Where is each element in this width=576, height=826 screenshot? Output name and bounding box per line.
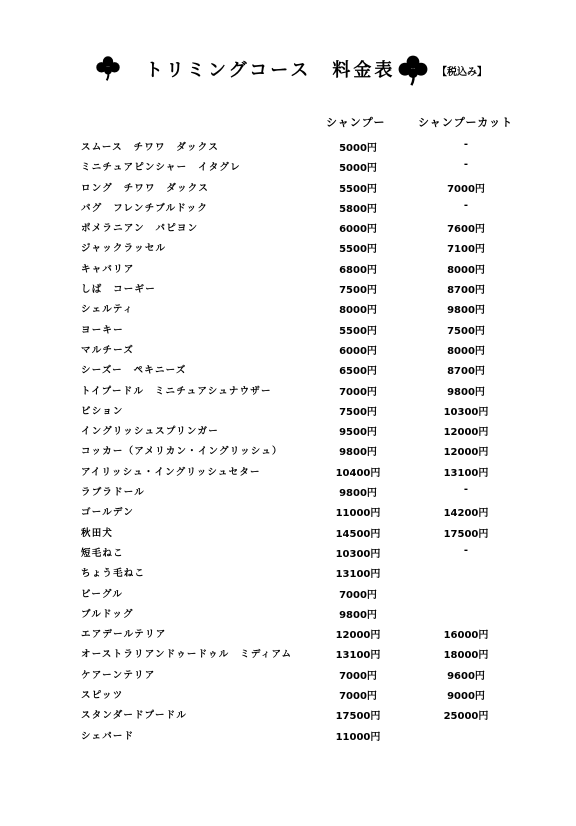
column-header-shampoo-cut: シャンプーカット — [418, 116, 514, 129]
breed-name: スタンダードプードル — [81, 710, 188, 722]
shampoo-cut-price: 7000円 — [447, 183, 485, 195]
shampoo-price: 6800円 — [339, 264, 377, 276]
table-row — [0, 726, 576, 746]
shampoo-price: 10400円 — [335, 467, 381, 479]
breed-name: シェルティ — [81, 304, 134, 316]
table-row — [0, 299, 576, 319]
table-row — [0, 137, 576, 157]
shampoo-price: 5800円 — [339, 203, 377, 215]
shampoo-price: 6500円 — [339, 366, 377, 378]
shampoo-price: 5500円 — [339, 183, 377, 195]
table-row — [0, 685, 576, 705]
breed-name: コッカー（アメリカン・イングリッシュ） — [81, 446, 283, 458]
breed-name: パグ フレンチブルドック — [81, 202, 209, 214]
table-row — [0, 665, 576, 685]
shampoo-price: 14500円 — [335, 528, 381, 540]
table-row — [0, 401, 576, 421]
price-table — [0, 137, 576, 746]
page-title: トリミングコース 料金表 — [145, 60, 396, 81]
shampoo-cut-price: 9600円 — [447, 670, 485, 682]
shampoo-cut-price: 14200円 — [443, 508, 489, 520]
shampoo-price: 7500円 — [339, 285, 377, 297]
shampoo-cut-price: - — [463, 159, 469, 171]
table-row — [0, 381, 576, 401]
column-header-shampoo: シャンプー — [326, 116, 386, 129]
tax-included-note: 【税込み】 — [437, 67, 487, 78]
shampoo-price: 11000円 — [335, 508, 381, 520]
shampoo-price: 12000円 — [335, 630, 381, 642]
table-row — [0, 523, 576, 543]
shampoo-price: 7000円 — [339, 691, 377, 703]
shampoo-cut-price: 25000円 — [443, 711, 489, 723]
breed-name: マルチーズ — [81, 344, 135, 356]
shampoo-cut-price: 13100円 — [443, 467, 489, 479]
shampoo-cut-price: 16000円 — [443, 630, 489, 642]
shampoo-cut-price: 9800円 — [447, 386, 485, 398]
shampoo-cut-price: 8700円 — [447, 366, 485, 378]
table-row — [0, 218, 576, 238]
shampoo-cut-price: 7500円 — [447, 325, 485, 337]
table-row — [0, 238, 576, 258]
shampoo-price: 7000円 — [339, 589, 377, 601]
breed-name: ミニチュアピンシャー イタグレ — [81, 162, 241, 174]
shampoo-price: 5500円 — [339, 325, 377, 337]
shampoo-price: 9800円 — [339, 488, 377, 500]
table-row — [0, 644, 576, 664]
shampoo-price: 9800円 — [339, 609, 377, 621]
shampoo-price: 13100円 — [335, 650, 381, 662]
table-row — [0, 624, 576, 644]
breed-name: シーズー ペキニーズ — [81, 365, 187, 377]
shampoo-price: 13100円 — [335, 569, 381, 581]
clover-icon — [95, 55, 121, 81]
shampoo-cut-price: 9800円 — [447, 305, 485, 317]
shampoo-cut-price: 8000円 — [447, 264, 485, 276]
table-row — [0, 340, 576, 360]
breed-name: ビーグル — [81, 588, 124, 600]
table-row — [0, 462, 576, 482]
table-row — [0, 178, 576, 198]
shampoo-price: 5000円 — [339, 163, 377, 175]
breed-name: ブルドッグ — [81, 608, 134, 620]
shampoo-price: 10300円 — [335, 548, 381, 560]
shampoo-cut-price: 8700円 — [447, 285, 485, 297]
table-row — [0, 157, 576, 177]
shampoo-price: 8000円 — [339, 305, 377, 317]
breed-name: スムース チワワ ダックス — [81, 142, 220, 153]
shampoo-price: 9500円 — [339, 427, 377, 439]
shampoo-price: 7000円 — [339, 670, 377, 682]
breed-name: ポメラニアン パピヨン — [81, 223, 199, 235]
breed-name: ゴールデン — [81, 507, 135, 519]
breed-name: トイプードル ミニチュアシュナウザー — [81, 385, 272, 397]
breed-name: オーストラリアンドゥードゥル ミディアム — [81, 649, 293, 661]
shampoo-cut-price: 9000円 — [447, 691, 485, 703]
breed-name: キャバリア — [81, 263, 135, 275]
breed-name: ジャックラッセル — [81, 243, 167, 255]
table-row — [0, 543, 576, 563]
table-row — [0, 584, 576, 604]
table-row — [0, 604, 576, 624]
table-row — [0, 482, 576, 502]
breed-name: スピッツ — [81, 690, 124, 702]
shampoo-price: 17500円 — [335, 711, 381, 723]
shampoo-cut-price: 18000円 — [443, 650, 489, 662]
breed-name: イングリッシュスプリンガー — [81, 426, 219, 438]
shampoo-price: 7000円 — [339, 386, 377, 398]
table-row — [0, 441, 576, 461]
breed-name: ケアーンテリア — [81, 669, 156, 681]
shampoo-price: 5000円 — [339, 143, 377, 154]
table-row — [0, 360, 576, 380]
breed-name: エアデールテリア — [81, 629, 167, 641]
shampoo-cut-price: - — [463, 544, 469, 556]
shampoo-price: 9800円 — [339, 447, 377, 459]
breed-name: 短毛ねこ — [81, 547, 124, 559]
shampoo-price: 5500円 — [339, 244, 377, 256]
breed-name: ヨーキー — [81, 324, 124, 336]
shampoo-cut-price: 7100円 — [447, 244, 485, 256]
table-row — [0, 279, 576, 299]
breed-name: ラブラドール — [81, 487, 146, 499]
shampoo-cut-price: 8000円 — [447, 345, 485, 357]
shampoo-price: 6000円 — [339, 345, 377, 357]
breed-name: しば コーギー — [81, 284, 156, 296]
table-row — [0, 421, 576, 441]
table-row — [0, 320, 576, 340]
clover-icon — [397, 54, 429, 86]
table-row — [0, 502, 576, 522]
shampoo-cut-price: 7600円 — [447, 224, 485, 236]
breed-name: シェパード — [81, 730, 135, 742]
breed-name: アイリッシュ・イングリッシュセター — [81, 466, 261, 478]
breed-name: ビション — [81, 405, 124, 417]
shampoo-price: 7500円 — [339, 406, 377, 418]
shampoo-cut-price: 12000円 — [443, 427, 489, 439]
shampoo-cut-price: - — [463, 484, 469, 496]
shampoo-cut-price: - — [463, 199, 469, 211]
breed-name: ロング チワワ ダックス — [81, 182, 210, 194]
shampoo-price: 11000円 — [335, 731, 381, 743]
shampoo-cut-price: - — [463, 139, 469, 150]
table-row — [0, 259, 576, 279]
table-row — [0, 198, 576, 218]
breed-name: ちょう毛ねこ — [81, 568, 146, 580]
shampoo-price: 6000円 — [339, 224, 377, 236]
shampoo-cut-price: 12000円 — [443, 447, 489, 459]
shampoo-cut-price: 10300円 — [443, 406, 489, 418]
table-row — [0, 563, 576, 583]
table-row — [0, 705, 576, 725]
shampoo-cut-price: 17500円 — [443, 528, 489, 540]
breed-name: 秋田犬 — [81, 527, 114, 539]
